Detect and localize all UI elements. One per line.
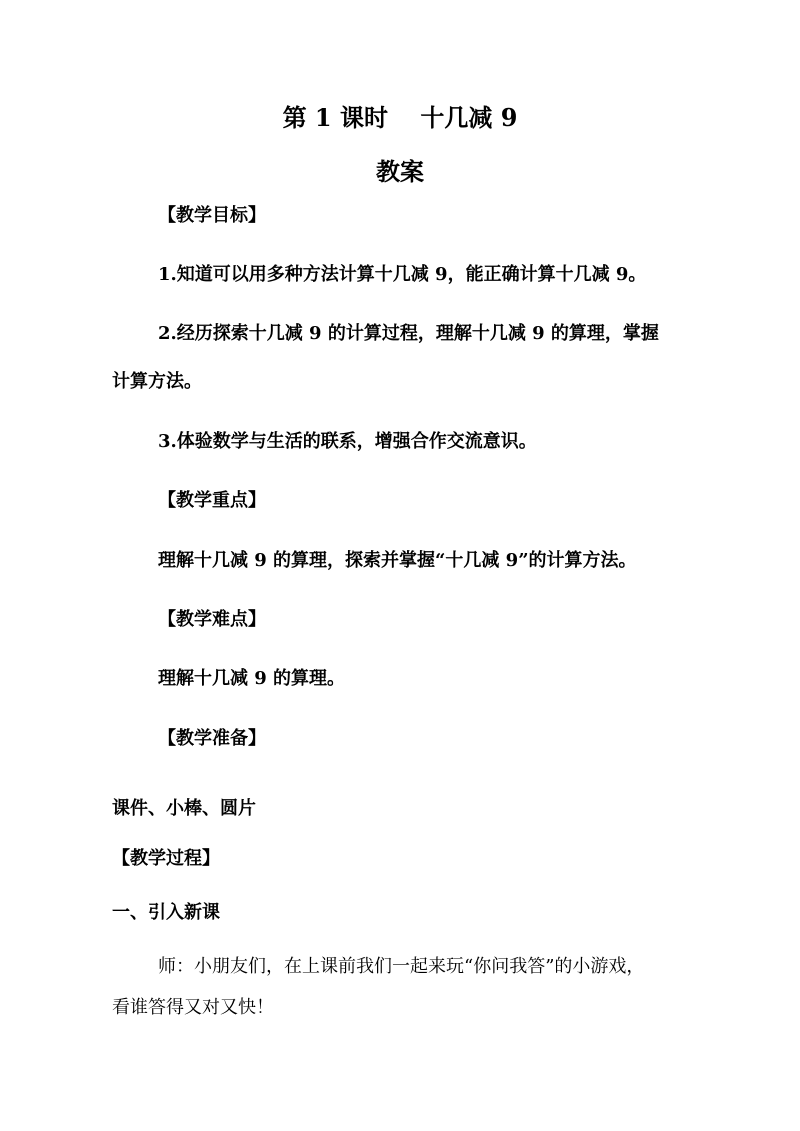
preparation-text: 课件、小棒、圆片 (112, 798, 256, 819)
lesson-title: 第 1 课时 十几减 9 (282, 103, 518, 132)
key-points-heading: 【教学重点】 (158, 490, 266, 511)
preparation-heading: 【教学准备】 (158, 728, 266, 749)
document-subtitle: 教案 (376, 157, 424, 186)
teacher-line-1: 师：小朋友们，在上课前我们一起来玩“你问我答”的小游戏， (158, 956, 645, 977)
difficulties-heading: 【教学难点】 (158, 609, 266, 630)
part-one-heading: 一、引入新课 (112, 902, 220, 923)
key-points-text: 理解十几减 9 的算理，探索并掌握“十几减 9”的计算方法。 (158, 550, 637, 571)
objective-2-line1: 2.经历探索十几减 9 的计算过程，理解十几减 9 的算理，掌握 (158, 323, 659, 344)
teacher-line-2: 看谁答得又对又快！ (112, 997, 274, 1018)
objective-1: 1.知道可以用多种方法计算十几减 9，能正确计算十几减 9。 (158, 264, 647, 285)
process-heading: 【教学过程】 (112, 848, 220, 869)
objective-3: 3.体验数学与生活的联系，增强合作交流意识。 (158, 431, 537, 452)
difficulties-text: 理解十几减 9 的算理。 (158, 668, 346, 689)
objectives-heading: 【教学目标】 (158, 205, 266, 226)
objective-2-line2: 计算方法。 (112, 371, 202, 392)
